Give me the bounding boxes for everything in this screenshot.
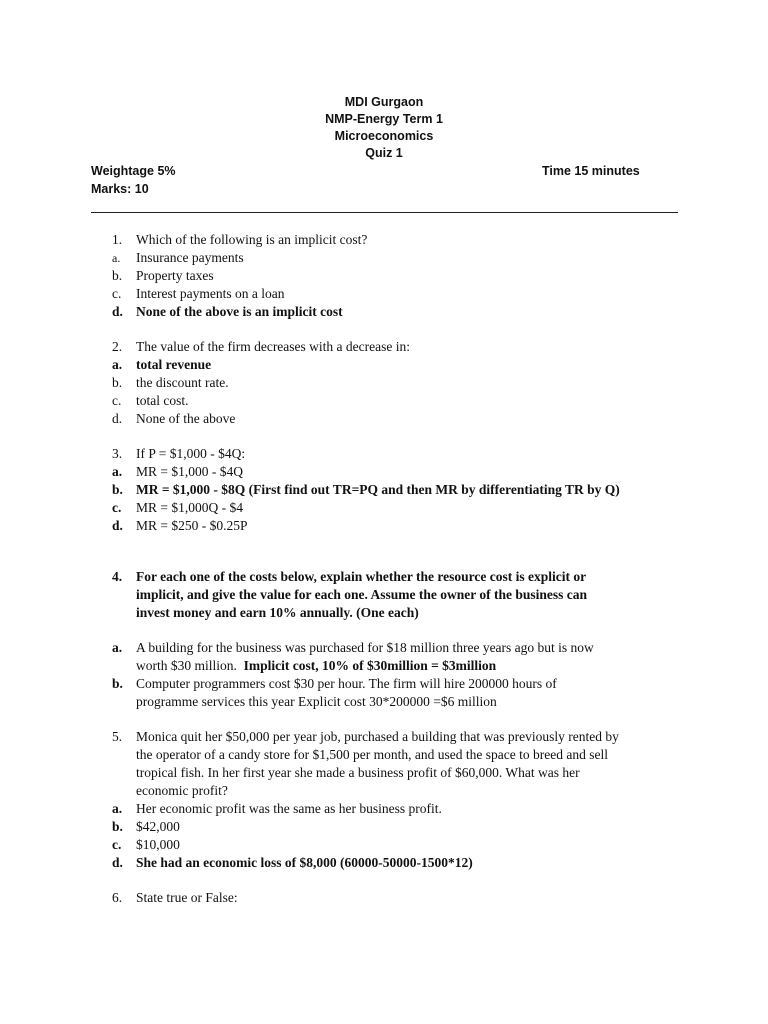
time-label: Time 15 minutes — [542, 164, 640, 178]
question-number: 3. — [112, 446, 123, 461]
question-text: If P = $1,000 - $4Q: — [136, 446, 246, 461]
quiz-title: Quiz 1 — [365, 146, 403, 160]
program-title: NMP-Energy Term 1 — [325, 112, 443, 126]
question-number: 1. — [112, 232, 123, 247]
question-text: State true or False: — [136, 890, 238, 905]
course-title: Microeconomics — [334, 129, 434, 143]
quiz-page: MDI Gurgaon NMP-Energy Term 1 Microeconomics Quiz 1 Weightage 5% Marks: 10 Time 15 minutes 1. Which of the following is an implicit cost? a. Insurance payments b. Property taxes c. Interest payments on a loan d. None of the above is an implicit cost 2. The value of the firm decreases with a decrease in: a. total revenue b. the discount rate. c. total cost. d. None of the above 3. If P = $1,000 - $4Q: a. MR = $1,000 - $4Q b. MR = $1,000 - $8Q (First find out TR=PQ and then MR by differentiating TR by Q) c. MR = $1,000Q - $4 d. MR = $250 - $0.25P 4. For each one of the costs below, explain whether the resource cost is explicit or implicit, and give the value for each one. Assume the owner of the business can invest money and earn 10% annually. (One each) a. A building for the business was purchased for $18 million three years ago but is now worth $30 million. Implicit cost, 10% of $30million = $3million b. Computer programmers cost $30 per hour. The firm will hire 200000 hours of programme services this year Explicit cost 30*200000 =$6 million 5. Monica quit her $50,000 per year job, purchased a building that was previously rented by the operator of a candy store for $1,500 per month, and used the space to breed and sell tropical fish. In her first year she made a business profit of $60,000. What was her economic profit? a. Her economic profit was the same as her business profit. b. $42,000 c. $10,000 d. She had an economic loss of $8,000 (60000-50000-1500*12) 6. State true or False: — [0, 0, 768, 1024]
header-divider — [91, 212, 678, 213]
question-text: Which of the following is an implicit cost? — [136, 232, 368, 247]
marks-label: Marks: 10 — [91, 182, 149, 196]
question-text: The value of the firm decreases with a decrease in: — [136, 339, 410, 354]
question-number: 2. — [112, 339, 123, 354]
question-number: 6. — [112, 890, 123, 905]
question-number: 4. — [112, 569, 123, 584]
question-number: 5. — [112, 729, 123, 744]
question-text-line-1: For each one of the costs below, explain whether the resource cost is explicit or — [136, 569, 587, 584]
answer-4a: Implicit cost, 10% of $30million = $3million — [243, 658, 497, 673]
weightage-label: Weightage 5% — [91, 164, 176, 178]
institution-title: MDI Gurgaon — [344, 95, 424, 109]
